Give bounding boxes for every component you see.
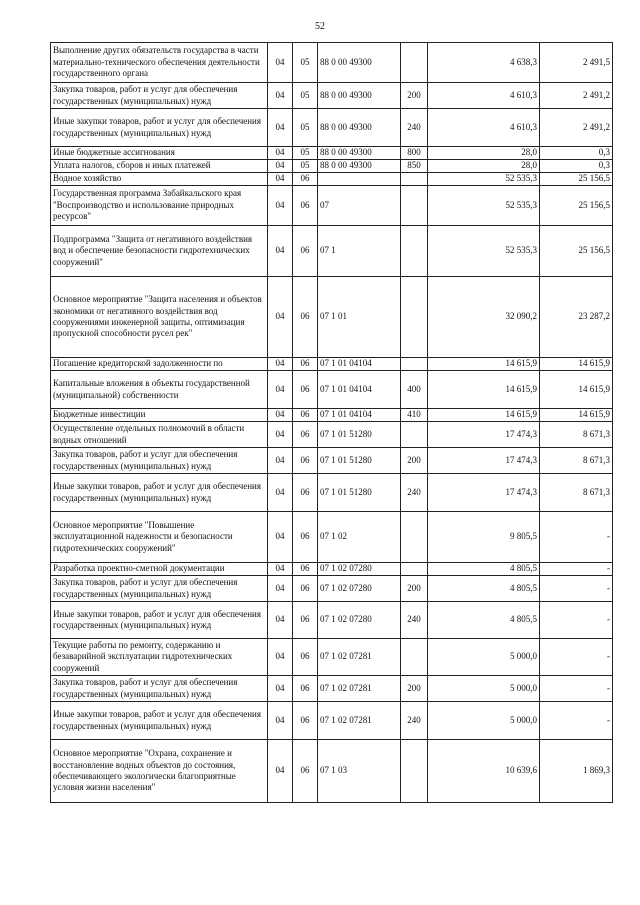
cell-expense-type bbox=[401, 43, 428, 83]
cell-subsection: 06 bbox=[293, 602, 318, 639]
cell-expense-type: 410 bbox=[401, 409, 428, 422]
cell-subsection: 06 bbox=[293, 563, 318, 576]
cell-name: Уплата налогов, сборов и иных платежей bbox=[51, 160, 268, 173]
cell-amount-1: 52 535,3 bbox=[428, 173, 540, 186]
cell-section: 04 bbox=[268, 358, 293, 371]
cell-subsection: 05 bbox=[293, 147, 318, 160]
budget-table bbox=[50, 42, 613, 803]
cell-subsection: 06 bbox=[293, 371, 318, 409]
cell-subsection: 05 bbox=[293, 160, 318, 173]
cell-name: Капитальные вложения в объекты государственной (муниципальной) собственности bbox=[51, 371, 268, 409]
cell-expense-type: 850 bbox=[401, 160, 428, 173]
cell-subsection: 06 bbox=[293, 277, 318, 358]
cell-amount-2: 0,3 bbox=[540, 147, 613, 160]
cell-amount-2: - bbox=[540, 512, 613, 563]
cell-subsection: 05 bbox=[293, 109, 318, 147]
cell-target-article: 88 0 00 49300 bbox=[318, 43, 401, 83]
cell-amount-2: 8 671,3 bbox=[540, 422, 613, 448]
cell-name: Осуществление отдельных полномочий в области водных отношений bbox=[51, 422, 268, 448]
cell-amount-2: 2 491,2 bbox=[540, 109, 613, 147]
table-row bbox=[51, 226, 613, 277]
table-row bbox=[51, 602, 613, 639]
cell-expense-type: 200 bbox=[401, 448, 428, 474]
table-row bbox=[51, 563, 613, 576]
cell-amount-2: 0,3 bbox=[540, 160, 613, 173]
cell-target-article: 07 1 01 04104 bbox=[318, 358, 401, 371]
table-row bbox=[51, 186, 613, 226]
cell-amount-2: - bbox=[540, 676, 613, 702]
cell-section: 04 bbox=[268, 576, 293, 602]
cell-name: Иные закупки товаров, работ и услуг для обеспечения государственных (муниципальных) нужд bbox=[51, 109, 268, 147]
cell-name: Иные закупки товаров, работ и услуг для обеспечения государственных (муниципальных) нужд bbox=[51, 702, 268, 740]
cell-target-article: 88 0 00 49300 bbox=[318, 147, 401, 160]
table-row bbox=[51, 448, 613, 474]
cell-amount-1: 4 805,5 bbox=[428, 602, 540, 639]
cell-section: 04 bbox=[268, 740, 293, 803]
table-row bbox=[51, 576, 613, 602]
cell-expense-type: 200 bbox=[401, 576, 428, 602]
cell-expense-type: 240 bbox=[401, 109, 428, 147]
table-row bbox=[51, 740, 613, 803]
cell-name: Основное мероприятие "Охрана, сохранение и восстановление водных объектов до состояния, обеспечивающего экологически благоприятные условия жизни населения" bbox=[51, 740, 268, 803]
cell-amount-2: 25 156,5 bbox=[540, 226, 613, 277]
cell-subsection: 06 bbox=[293, 576, 318, 602]
table-row bbox=[51, 147, 613, 160]
cell-section: 04 bbox=[268, 474, 293, 512]
cell-name: Разработка проектно-сметной документации bbox=[51, 563, 268, 576]
table-row bbox=[51, 173, 613, 186]
cell-amount-2: 2 491,5 bbox=[540, 43, 613, 83]
cell-name: Основное мероприятие "Повышение эксплуатационной надежности и безопасности гидротехнических сооружений" bbox=[51, 512, 268, 563]
cell-expense-type bbox=[401, 740, 428, 803]
cell-amount-1: 14 615,9 bbox=[428, 409, 540, 422]
cell-name: Закупка товаров, работ и услуг для обеспечения государственных (муниципальных) нужд bbox=[51, 448, 268, 474]
cell-amount-1: 5 000,0 bbox=[428, 639, 540, 676]
table-body bbox=[51, 43, 613, 803]
cell-target-article: 07 1 03 bbox=[318, 740, 401, 803]
cell-amount-1: 5 000,0 bbox=[428, 702, 540, 740]
cell-section: 04 bbox=[268, 186, 293, 226]
cell-target-article: 07 1 01 04104 bbox=[318, 409, 401, 422]
cell-subsection: 05 bbox=[293, 83, 318, 109]
table-row bbox=[51, 83, 613, 109]
cell-target-article bbox=[318, 173, 401, 186]
cell-target-article: 07 1 02 07281 bbox=[318, 676, 401, 702]
cell-name: Иные закупки товаров, работ и услуг для обеспечения государственных (муниципальных) нужд bbox=[51, 602, 268, 639]
table-row bbox=[51, 639, 613, 676]
cell-target-article: 07 1 01 51280 bbox=[318, 422, 401, 448]
table-row bbox=[51, 371, 613, 409]
cell-expense-type: 800 bbox=[401, 147, 428, 160]
cell-target-article: 88 0 00 49300 bbox=[318, 83, 401, 109]
cell-subsection: 06 bbox=[293, 702, 318, 740]
table-row bbox=[51, 160, 613, 173]
cell-subsection: 06 bbox=[293, 173, 318, 186]
cell-section: 04 bbox=[268, 147, 293, 160]
cell-target-article: 07 1 01 51280 bbox=[318, 448, 401, 474]
cell-expense-type bbox=[401, 226, 428, 277]
cell-amount-2: - bbox=[540, 702, 613, 740]
cell-expense-type: 400 bbox=[401, 371, 428, 409]
cell-expense-type: 200 bbox=[401, 676, 428, 702]
cell-name: Иные бюджетные ассигнования bbox=[51, 147, 268, 160]
cell-subsection: 06 bbox=[293, 448, 318, 474]
cell-amount-1: 4 805,5 bbox=[428, 563, 540, 576]
cell-name: Подпрограмма "Защита от негативного воздействия вод и обеспечение безопасности гидротехнических сооружений" bbox=[51, 226, 268, 277]
cell-target-article: 07 1 02 07280 bbox=[318, 576, 401, 602]
cell-amount-1: 52 535,3 bbox=[428, 226, 540, 277]
cell-expense-type bbox=[401, 422, 428, 448]
cell-name: Водное хозяйство bbox=[51, 173, 268, 186]
cell-amount-2: 14 615,9 bbox=[540, 371, 613, 409]
cell-section: 04 bbox=[268, 602, 293, 639]
cell-section: 04 bbox=[268, 512, 293, 563]
cell-target-article: 07 1 01 bbox=[318, 277, 401, 358]
cell-amount-1: 28,0 bbox=[428, 160, 540, 173]
cell-amount-1: 4 805,5 bbox=[428, 576, 540, 602]
cell-amount-1: 10 639,6 bbox=[428, 740, 540, 803]
cell-amount-2: - bbox=[540, 563, 613, 576]
cell-section: 04 bbox=[268, 173, 293, 186]
cell-amount-1: 14 615,9 bbox=[428, 358, 540, 371]
cell-amount-1: 52 535,3 bbox=[428, 186, 540, 226]
table-row bbox=[51, 474, 613, 512]
table-row bbox=[51, 676, 613, 702]
cell-section: 04 bbox=[268, 83, 293, 109]
cell-subsection: 06 bbox=[293, 639, 318, 676]
table-row bbox=[51, 358, 613, 371]
cell-amount-2: - bbox=[540, 576, 613, 602]
cell-amount-1: 4 638,3 bbox=[428, 43, 540, 83]
cell-target-article: 88 0 00 49300 bbox=[318, 160, 401, 173]
cell-target-article: 07 1 bbox=[318, 226, 401, 277]
cell-expense-type bbox=[401, 512, 428, 563]
cell-amount-1: 17 474,3 bbox=[428, 422, 540, 448]
cell-amount-1: 17 474,3 bbox=[428, 448, 540, 474]
cell-expense-type bbox=[401, 639, 428, 676]
cell-target-article: 88 0 00 49300 bbox=[318, 109, 401, 147]
cell-subsection: 05 bbox=[293, 43, 318, 83]
cell-expense-type: 240 bbox=[401, 602, 428, 639]
cell-section: 04 bbox=[268, 160, 293, 173]
cell-amount-2: 2 491,2 bbox=[540, 83, 613, 109]
cell-name: Иные закупки товаров, работ и услуг для обеспечения государственных (муниципальных) нужд bbox=[51, 474, 268, 512]
cell-amount-1: 4 610,3 bbox=[428, 109, 540, 147]
table-row bbox=[51, 422, 613, 448]
table-row bbox=[51, 702, 613, 740]
cell-amount-2: 25 156,5 bbox=[540, 173, 613, 186]
cell-expense-type: 240 bbox=[401, 474, 428, 512]
cell-target-article: 07 1 02 bbox=[318, 512, 401, 563]
cell-expense-type: 240 bbox=[401, 702, 428, 740]
cell-amount-2: 1 869,3 bbox=[540, 740, 613, 803]
cell-name: Закупка товаров, работ и услуг для обеспечения государственных (муниципальных) нужд bbox=[51, 83, 268, 109]
cell-name: Закупка товаров, работ и услуг для обеспечения государственных (муниципальных) нужд bbox=[51, 676, 268, 702]
cell-expense-type bbox=[401, 358, 428, 371]
cell-subsection: 06 bbox=[293, 186, 318, 226]
cell-subsection: 06 bbox=[293, 358, 318, 371]
cell-target-article: 07 1 02 07281 bbox=[318, 639, 401, 676]
cell-expense-type bbox=[401, 173, 428, 186]
cell-name: Государственная программа Забайкальского края "Воспроизводство и использование природных ресурсов" bbox=[51, 186, 268, 226]
cell-section: 04 bbox=[268, 109, 293, 147]
cell-section: 04 bbox=[268, 563, 293, 576]
cell-amount-1: 4 610,3 bbox=[428, 83, 540, 109]
table-row bbox=[51, 109, 613, 147]
page-number: 52 bbox=[315, 21, 325, 32]
cell-name: Выполнение других обязательств государства в части материально-технического обеспечения деятельности государственного органа bbox=[51, 43, 268, 83]
cell-section: 04 bbox=[268, 409, 293, 422]
cell-section: 04 bbox=[268, 639, 293, 676]
cell-amount-1: 28,0 bbox=[428, 147, 540, 160]
cell-subsection: 06 bbox=[293, 740, 318, 803]
cell-name: Закупка товаров, работ и услуг для обеспечения государственных (муниципальных) нужд bbox=[51, 576, 268, 602]
table-row bbox=[51, 43, 613, 83]
cell-section: 04 bbox=[268, 702, 293, 740]
cell-section: 04 bbox=[268, 226, 293, 277]
cell-section: 04 bbox=[268, 422, 293, 448]
cell-target-article: 07 1 01 51280 bbox=[318, 474, 401, 512]
cell-subsection: 06 bbox=[293, 676, 318, 702]
cell-subsection: 06 bbox=[293, 226, 318, 277]
cell-amount-2: 23 287,2 bbox=[540, 277, 613, 358]
cell-section: 04 bbox=[268, 448, 293, 474]
cell-expense-type bbox=[401, 277, 428, 358]
cell-subsection: 06 bbox=[293, 474, 318, 512]
table-row bbox=[51, 512, 613, 563]
cell-target-article: 07 bbox=[318, 186, 401, 226]
cell-target-article: 07 1 02 07281 bbox=[318, 702, 401, 740]
cell-amount-2: - bbox=[540, 639, 613, 676]
cell-amount-1: 9 805,5 bbox=[428, 512, 540, 563]
cell-section: 04 bbox=[268, 277, 293, 358]
cell-amount-1: 32 090,2 bbox=[428, 277, 540, 358]
cell-amount-2: 14 615,9 bbox=[540, 409, 613, 422]
cell-name: Бюджетные инвестиции bbox=[51, 409, 268, 422]
cell-subsection: 06 bbox=[293, 409, 318, 422]
cell-subsection: 06 bbox=[293, 512, 318, 563]
cell-amount-1: 17 474,3 bbox=[428, 474, 540, 512]
cell-target-article: 07 1 02 07280 bbox=[318, 602, 401, 639]
cell-name: Текущие работы по ремонту, содержанию и безаварийной эксплуатации гидротехнических сооружений bbox=[51, 639, 268, 676]
cell-amount-1: 5 000,0 bbox=[428, 676, 540, 702]
cell-target-article: 07 1 02 07280 bbox=[318, 563, 401, 576]
cell-subsection: 06 bbox=[293, 422, 318, 448]
cell-expense-type bbox=[401, 186, 428, 226]
cell-amount-2: 8 671,3 bbox=[540, 474, 613, 512]
cell-amount-2: 8 671,3 bbox=[540, 448, 613, 474]
cell-amount-2: 25 156,5 bbox=[540, 186, 613, 226]
cell-expense-type: 200 bbox=[401, 83, 428, 109]
cell-amount-1: 14 615,9 bbox=[428, 371, 540, 409]
cell-name: Основное мероприятие "Защита населения и объектов экономики от негативного воздействия вод сооружениями инженерной защиты, оптимизация пропускной способности русел рек" bbox=[51, 277, 268, 358]
cell-section: 04 bbox=[268, 43, 293, 83]
cell-amount-2: - bbox=[540, 602, 613, 639]
cell-expense-type bbox=[401, 563, 428, 576]
cell-target-article: 07 1 01 04104 bbox=[318, 371, 401, 409]
cell-name: Погашение кредиторской задолженности по bbox=[51, 358, 268, 371]
table-row bbox=[51, 277, 613, 358]
cell-amount-2: 14 615,9 bbox=[540, 358, 613, 371]
cell-section: 04 bbox=[268, 676, 293, 702]
cell-section: 04 bbox=[268, 371, 293, 409]
table-row bbox=[51, 409, 613, 422]
